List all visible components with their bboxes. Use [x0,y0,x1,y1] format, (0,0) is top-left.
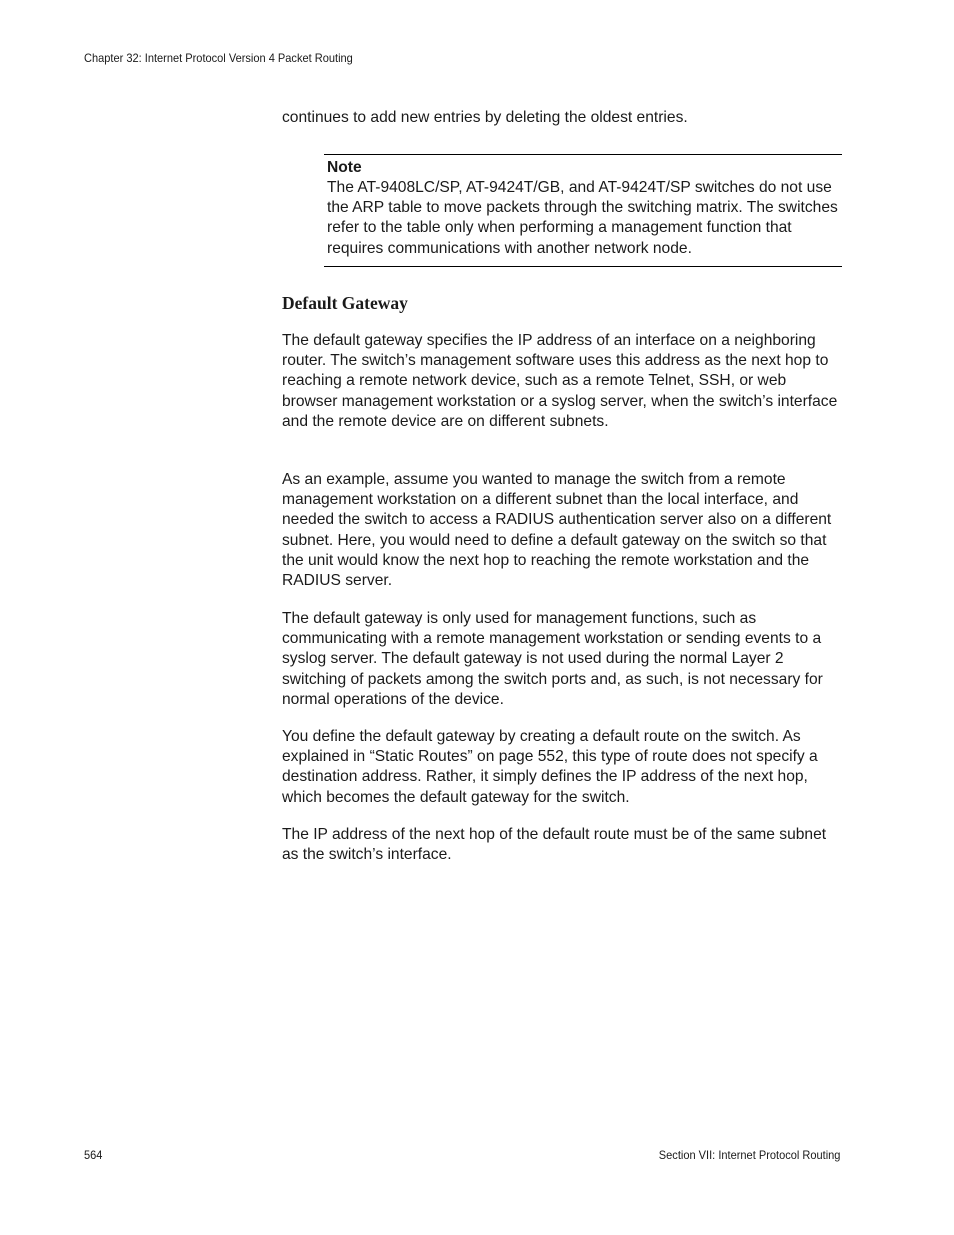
body-paragraph: The default gateway is only used for management functions, such as communicating with a remote management workstation or sending events to a syslog server. The default gateway is not used during the normal Layer 2 switching of packets among the switch ports and, as such, is not necessary for normal operations of the device. [282,610,823,708]
body-paragraph: The default gateway specifies the IP address of an interface on a neighboring router. The switch’s management software uses this address as the next hop to reaching a remote network device, such as a remote Telnet, SSH, or web browser management workstation or a syslog server, when the switch’s interface and the remote device are on different subnets. [282,332,838,430]
continued-paragraph: continues to add new entries by deleting the oldest entries. [282,109,688,126]
body-paragraph: The IP address of the next hop of the default route must be of the same subnet as the switch’s interface. [282,826,827,864]
note-title: Note [327,159,362,176]
note-body: The AT-9408LC/SP, AT-9424T/GB, and AT-9424T/SP switches do not use the ARP table to move packets through the switching matrix. The switches refer to the table only when performing a management function that requires communications with another network node. [327,179,838,257]
body-paragraph: As an example, assume you wanted to manage the switch from a remote management workstation on a different subnet than the local interface, and needed the switch to access a RADIUS authentication server also on a different subnet. Here, you would need to define a default gateway on the switch so that the unit would know the next hop to reaching the remote workstation and the RADIUS server. [282,471,832,590]
section-heading: Default Gateway [282,293,408,313]
page-number: 564 [84,1148,103,1162]
body-paragraph: You define the default gateway by creating a default route on the switch. As explained in “Static Routes” on page 552, this type of route does not specify a destination address. Rather, it simply defines the IP address of the next hop, which becomes the default gateway for the switch. [282,728,818,806]
running-header: Chapter 32: Internet Protocol Version 4 Packet Routing [84,51,353,65]
note-box [324,154,842,267]
footer-section-title: Section VII: Internet Protocol Routing [658,1148,840,1162]
